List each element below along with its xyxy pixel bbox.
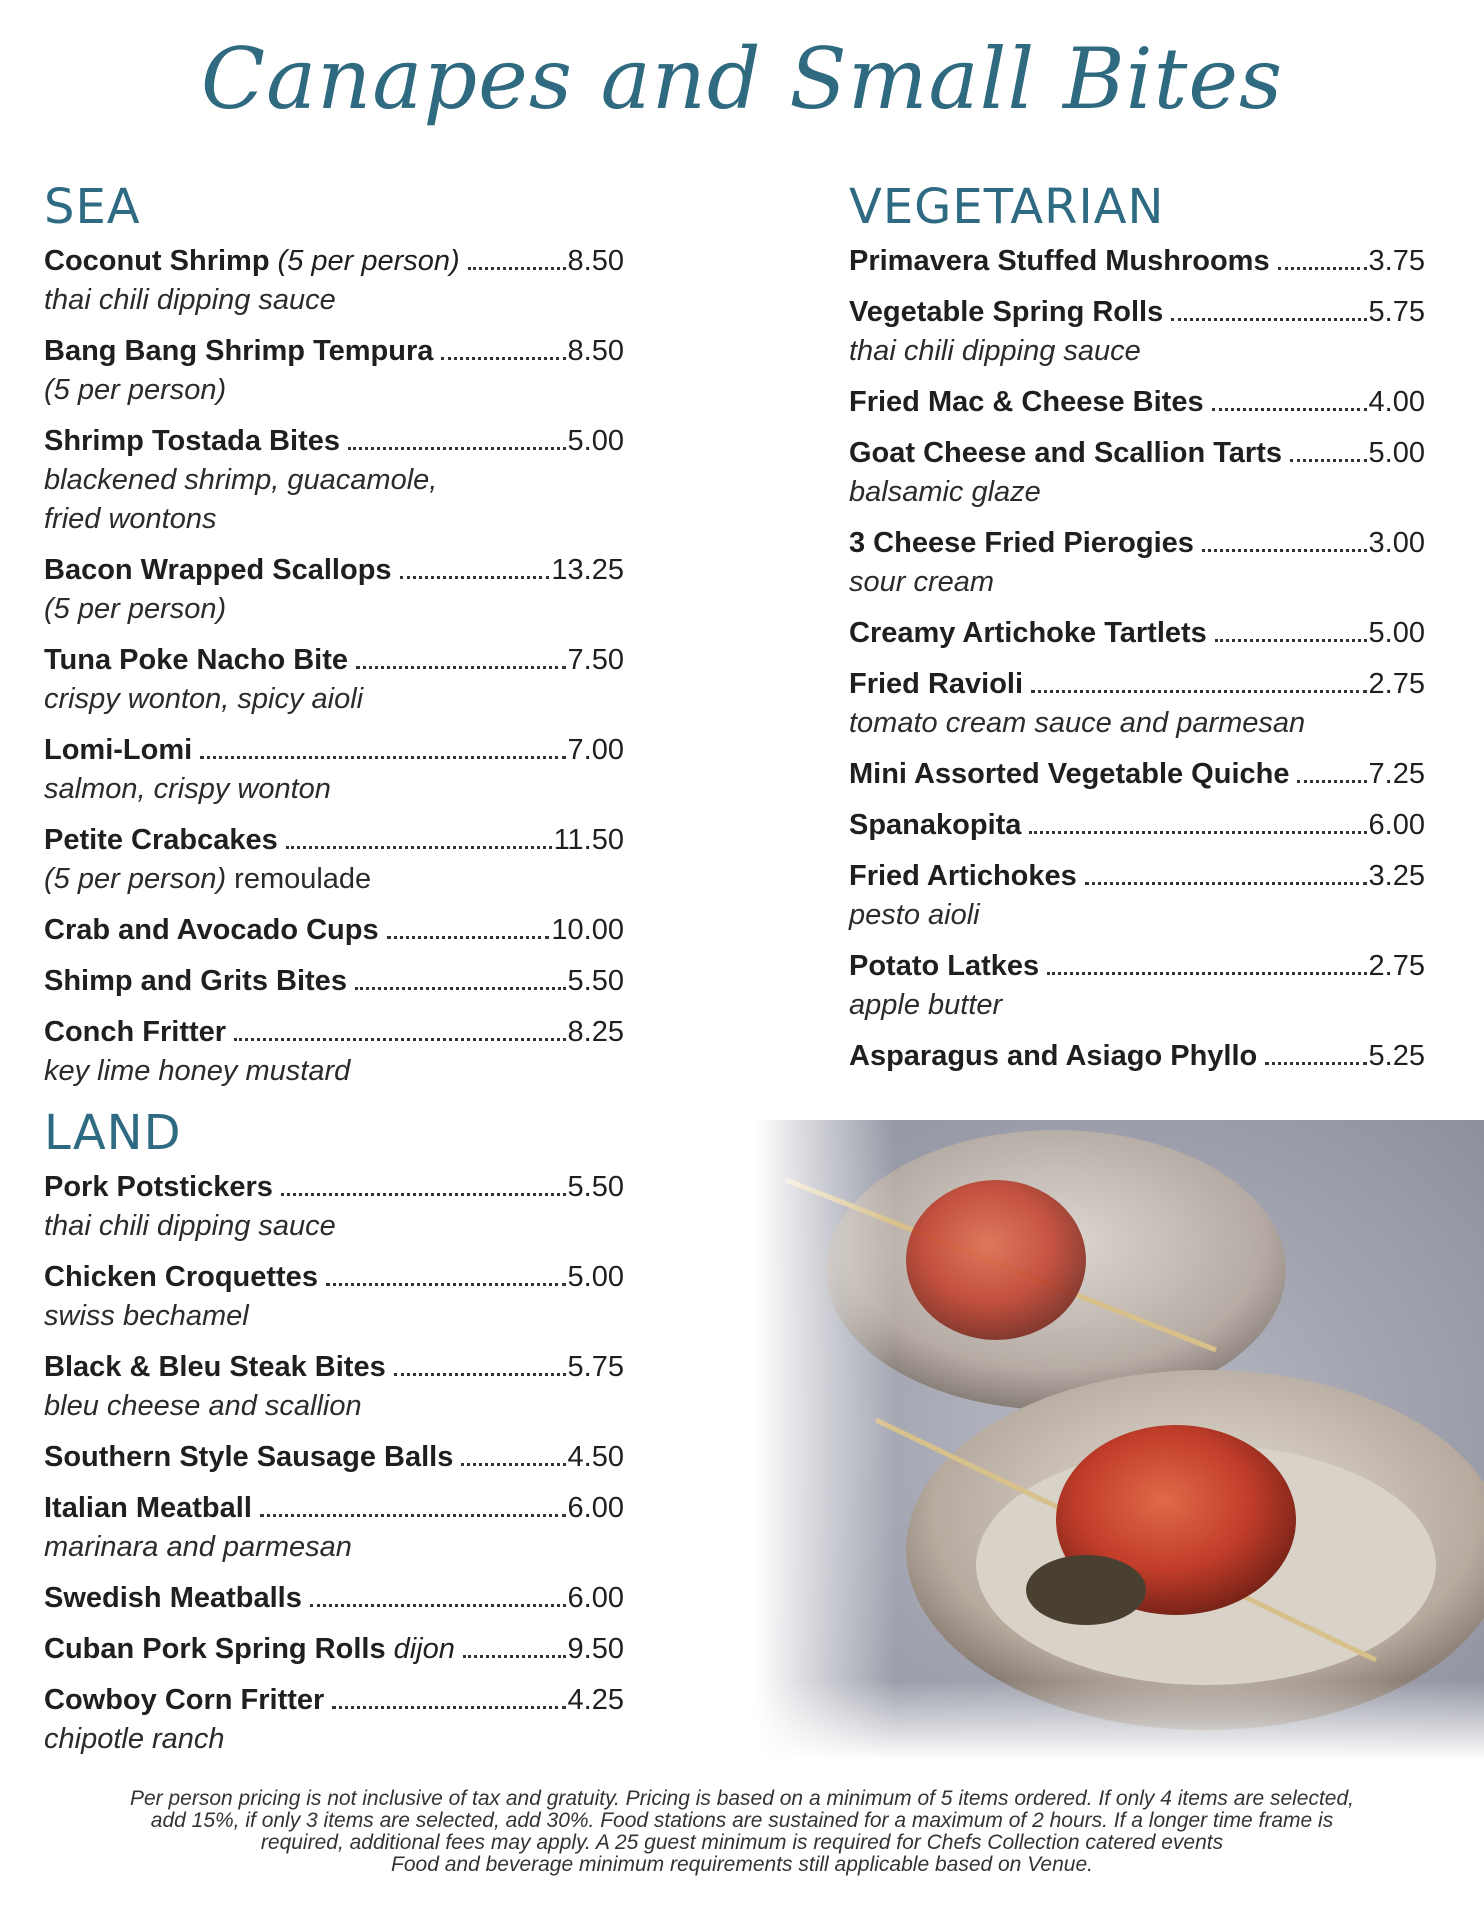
menu-item-line — [44, 1579, 624, 1618]
menu-item-price: 8.50 — [567, 335, 624, 368]
menu-item-line — [44, 1489, 624, 1528]
dot-leader — [441, 357, 565, 360]
menu-item-name: Creamy Artichoke Tartlets — [849, 617, 1207, 650]
menu-item-name: Shimp and Grits Bites — [44, 965, 347, 998]
menu-item-name: Cowboy Corn Fritter — [44, 1684, 325, 1717]
menu-item-price: 7.25 — [1368, 758, 1425, 791]
menu-item — [849, 1037, 1425, 1076]
menu-item-price: 6.00 — [1368, 809, 1425, 842]
menu-item-line — [849, 806, 1425, 845]
page-title: Canapes and Small Bites — [200, 30, 1284, 128]
menu-item-name: Shrimp Tostada Bites — [44, 425, 340, 458]
menu-item-description — [44, 1207, 624, 1246]
menu-item-description-text: (5 per person) — [44, 593, 227, 626]
menu-item-name: Spanakopita — [849, 809, 1022, 842]
menu-item — [44, 422, 624, 539]
menu-item-price: 6.00 — [567, 1492, 624, 1525]
menu-item-description — [44, 371, 624, 410]
menu-item-name: Chicken Croquettes — [44, 1261, 318, 1294]
menu-item-note: (5 per person) — [277, 245, 460, 278]
menu-item — [849, 524, 1425, 602]
menu-item-price: 7.50 — [567, 644, 624, 677]
vegetarian-section — [849, 179, 1425, 1088]
dot-leader — [348, 447, 566, 450]
dot-leader — [1171, 318, 1366, 321]
menu-item — [849, 242, 1425, 281]
dot-leader — [234, 1038, 565, 1041]
menu-item — [44, 242, 624, 320]
menu-item-description — [44, 590, 624, 629]
menu-item-line — [44, 1013, 624, 1052]
dot-leader — [356, 666, 566, 669]
menu-item — [44, 1630, 624, 1669]
dot-leader — [400, 576, 550, 579]
menu-item-price: 3.25 — [1368, 860, 1425, 893]
dot-leader — [1047, 972, 1366, 975]
menu-item-name: Black & Bleu Steak Bites — [44, 1351, 386, 1384]
dot-leader — [1031, 690, 1367, 693]
dot-leader — [1290, 459, 1367, 462]
disclaimer-line: add 15%, if only 3 items are selected, add 30%. Food stations are sustained for a maximum of 2 hours. If a longer time frame is — [150, 1809, 1334, 1832]
menu-item-name: Coconut Shrimp — [44, 245, 270, 278]
dot-leader — [260, 1514, 566, 1517]
menu-item-line — [44, 731, 624, 770]
menu-item-description-text: key lime honey mustard — [44, 1055, 351, 1088]
menu-item-line — [849, 665, 1425, 704]
menu-item-line — [44, 821, 624, 860]
menu-item-description — [44, 1528, 624, 1567]
menu-item — [44, 1168, 624, 1246]
menu-item-description — [849, 563, 1425, 602]
menu-item-name: Conch Fritter — [44, 1016, 227, 1049]
menu-item-description — [44, 281, 624, 320]
menu-item-line — [44, 422, 624, 461]
menu-item-line — [849, 293, 1425, 332]
menu-item — [849, 293, 1425, 371]
menu-item-price: 5.00 — [1368, 437, 1425, 470]
dot-leader — [461, 1463, 565, 1466]
menu-item-price: 5.75 — [567, 1351, 624, 1384]
disclaimer-line: required, additional fees may apply. A 25 guest minimum is required for Chefs Collection catered events — [260, 1831, 1224, 1854]
menu-item-price: 5.00 — [1368, 617, 1425, 650]
menu-item-name: Fried Ravioli — [849, 668, 1024, 701]
menu-item-name: Swedish Meatballs — [44, 1582, 302, 1615]
menu-item-name: Italian Meatball — [44, 1492, 252, 1525]
dot-leader — [463, 1655, 566, 1658]
menu-item-description-text: bleu cheese and scallion — [44, 1390, 362, 1423]
dot-leader — [394, 1373, 566, 1376]
menu-item-description-text: sour cream — [849, 566, 995, 599]
menu-item-price: 4.25 — [567, 1684, 624, 1717]
menu-item-name: Lomi-Lomi — [44, 734, 193, 767]
menu-item-line — [44, 332, 624, 371]
menu-item-line — [44, 1630, 624, 1669]
menu-item-description — [44, 770, 624, 809]
menu-item-description — [44, 680, 624, 719]
dot-leader — [468, 267, 566, 270]
menu-item — [44, 551, 624, 629]
menu-item-name: Southern Style Sausage Balls — [44, 1441, 454, 1474]
menu-item-price: 2.75 — [1368, 950, 1425, 983]
menu-item-description-text: blackened shrimp, guacamole, — [44, 464, 438, 497]
menu-item-price: 5.00 — [567, 425, 624, 458]
menu-item — [44, 911, 624, 950]
menu-item — [44, 641, 624, 719]
menu-item-name: 3 Cheese Fried Pierogies — [849, 527, 1194, 560]
dot-leader — [1029, 831, 1366, 834]
bacon-wrapped-oyster-photo — [756, 1120, 1484, 1760]
menu-item — [44, 1579, 624, 1618]
sea-section — [44, 179, 624, 1103]
menu-item-line — [44, 911, 624, 950]
menu-item-line — [44, 1438, 624, 1477]
dot-leader — [1215, 639, 1367, 642]
menu-item-description — [44, 1052, 624, 1091]
menu-item-price: 9.50 — [567, 1633, 624, 1666]
menu-item-description-text: apple butter — [849, 989, 1003, 1022]
menu-item-line — [849, 614, 1425, 653]
menu-item-price: 7.00 — [567, 734, 624, 767]
dot-leader — [1265, 1062, 1366, 1065]
menu-item-note: dijon — [393, 1633, 455, 1666]
menu-item-description-text: thai chili dipping sauce — [849, 335, 1141, 368]
menu-item-description-text: crispy wonton, spicy aioli — [44, 683, 364, 716]
menu-item-price: 5.50 — [567, 965, 624, 998]
menu-item-name: Fried Mac & Cheese Bites — [849, 386, 1204, 419]
menu-item-line — [849, 947, 1425, 986]
menu-item-description — [849, 704, 1425, 743]
dot-leader — [281, 1193, 566, 1196]
menu-item-description — [849, 986, 1425, 1025]
menu-item-description-text: thai chili dipping sauce — [44, 284, 336, 317]
menu-item-description-text: chipotle ranch — [44, 1723, 225, 1756]
menu-item-price: 8.50 — [567, 245, 624, 278]
pricing-disclaimer — [40, 1788, 1444, 1876]
menu-item-line — [44, 962, 624, 1001]
menu-item-line — [44, 551, 624, 590]
menu-item-name: Mini Assorted Vegetable Quiche — [849, 758, 1290, 791]
dot-leader — [286, 846, 552, 849]
menu-item-price: 5.00 — [567, 1261, 624, 1294]
menu-item-line — [44, 1348, 624, 1387]
menu-item-line — [849, 857, 1425, 896]
menu-item — [44, 1258, 624, 1336]
menu-item — [44, 1013, 624, 1091]
menu-item — [849, 806, 1425, 845]
menu-item — [44, 1489, 624, 1567]
menu-item-price: 4.00 — [1368, 386, 1425, 419]
dot-leader — [387, 936, 550, 939]
menu-item-line — [849, 755, 1425, 794]
menu-item-description — [44, 1297, 624, 1336]
menu-item-line — [849, 383, 1425, 422]
dot-leader — [1212, 408, 1367, 411]
menu-item-price: 5.75 — [1368, 296, 1425, 329]
menu-item-price: 11.50 — [553, 824, 624, 857]
menu-item — [849, 383, 1425, 422]
menu-item-description-text: pesto aioli — [849, 899, 980, 932]
dot-leader — [1202, 549, 1367, 552]
menu-item-description — [849, 896, 1425, 935]
menu-item — [849, 857, 1425, 935]
section-heading-vegetarian: VEGETARIAN — [849, 179, 1165, 235]
menu-item-name: Potato Latkes — [849, 950, 1040, 983]
menu-item-description-text: tomato cream sauce and parmesan — [849, 707, 1306, 740]
menu-item-price: 8.25 — [567, 1016, 624, 1049]
menu-item — [44, 821, 624, 899]
menu-item-description-text: marinara and parmesan — [44, 1531, 352, 1564]
menu-item-description-extra: remoulade — [234, 863, 372, 896]
menu-item-line — [849, 242, 1425, 281]
menu-item-description-text: thai chili dipping sauce — [44, 1210, 336, 1243]
menu-item-description-text: swiss bechamel — [44, 1300, 249, 1333]
menu-item-name: Asparagus and Asiago Phyllo — [849, 1040, 1258, 1073]
disclaimer-line: Food and beverage minimum requirements still applicable based on Venue. — [391, 1853, 1093, 1876]
menu-item-name: Bang Bang Shrimp Tempura — [44, 335, 434, 368]
menu-item-name: Petite Crabcakes — [44, 824, 278, 857]
menu-item-name: Crab and Avocado Cups — [44, 914, 379, 947]
menu-item-price: 10.00 — [551, 914, 624, 947]
menu-item-line — [849, 434, 1425, 473]
menu-item-description — [44, 1720, 624, 1759]
menu-item-line — [849, 524, 1425, 563]
menu-item-description-text: (5 per person) — [44, 863, 227, 896]
menu-item — [849, 755, 1425, 794]
section-heading-sea: SEA — [44, 179, 141, 235]
menu-item-name: Cuban Pork Spring Rolls — [44, 1633, 386, 1666]
menu-item — [849, 665, 1425, 743]
menu-item — [44, 731, 624, 809]
menu-item — [44, 332, 624, 410]
menu-item-name: Pork Potstickers — [44, 1171, 273, 1204]
menu-item-description — [44, 1387, 624, 1426]
menu-item-price: 5.25 — [1368, 1040, 1425, 1073]
menu-item-line — [44, 1168, 624, 1207]
dot-leader — [326, 1283, 566, 1286]
menu-item-line — [44, 1258, 624, 1297]
land-section — [44, 1105, 624, 1771]
menu-item-description — [849, 473, 1425, 512]
menu-item-description-text: balsamic glaze — [849, 476, 1041, 509]
menu-item-name: Tuna Poke Nacho Bite — [44, 644, 349, 677]
dot-leader — [310, 1604, 566, 1607]
menu-item — [849, 434, 1425, 512]
menu-item — [849, 614, 1425, 653]
dot-leader — [355, 987, 566, 990]
dot-leader — [1085, 882, 1367, 885]
menu-item-price: 5.50 — [567, 1171, 624, 1204]
dot-leader — [1297, 780, 1366, 783]
menu-item-price: 6.00 — [567, 1582, 624, 1615]
menu-item-price: 2.75 — [1368, 668, 1425, 701]
menu-item-name: Vegetable Spring Rolls — [849, 296, 1164, 329]
menu-item — [44, 1681, 624, 1759]
menu-item — [44, 1348, 624, 1426]
menu-item — [44, 1438, 624, 1477]
menu-item — [849, 947, 1425, 1025]
menu-item — [44, 962, 624, 1001]
menu-item-name: Bacon Wrapped Scallops — [44, 554, 392, 587]
menu-item-price: 3.75 — [1368, 245, 1425, 278]
menu-item-name: Fried Artichokes — [849, 860, 1077, 893]
menu-item-name: Goat Cheese and Scallion Tarts — [849, 437, 1282, 470]
menu-item-line — [849, 1037, 1425, 1076]
menu-item-name: Primavera Stuffed Mushrooms — [849, 245, 1270, 278]
menu-item-price: 3.00 — [1368, 527, 1425, 560]
menu-item-line — [44, 641, 624, 680]
menu-item-description — [849, 332, 1425, 371]
menu-item-line — [44, 242, 624, 281]
disclaimer-line: Per person pricing is not inclusive of tax and gratuity. Pricing is based on a minimum of 5 items ordered. If only 4 items are selected, — [129, 1787, 1355, 1810]
menu-item-description — [44, 461, 624, 500]
menu-item-description — [44, 860, 624, 899]
dot-leader — [200, 756, 565, 759]
menu-item-price: 13.25 — [551, 554, 624, 587]
menu-item-price: 4.50 — [567, 1441, 624, 1474]
menu-item-description-text: (5 per person) — [44, 374, 227, 407]
menu-item-description-text: salmon, crispy wonton — [44, 773, 331, 806]
menu-item-line — [44, 1681, 624, 1720]
dot-leader — [332, 1706, 565, 1709]
menu-item-description: fried wontons — [44, 503, 217, 536]
section-heading-land: LAND — [44, 1105, 182, 1161]
dot-leader — [1278, 267, 1367, 270]
